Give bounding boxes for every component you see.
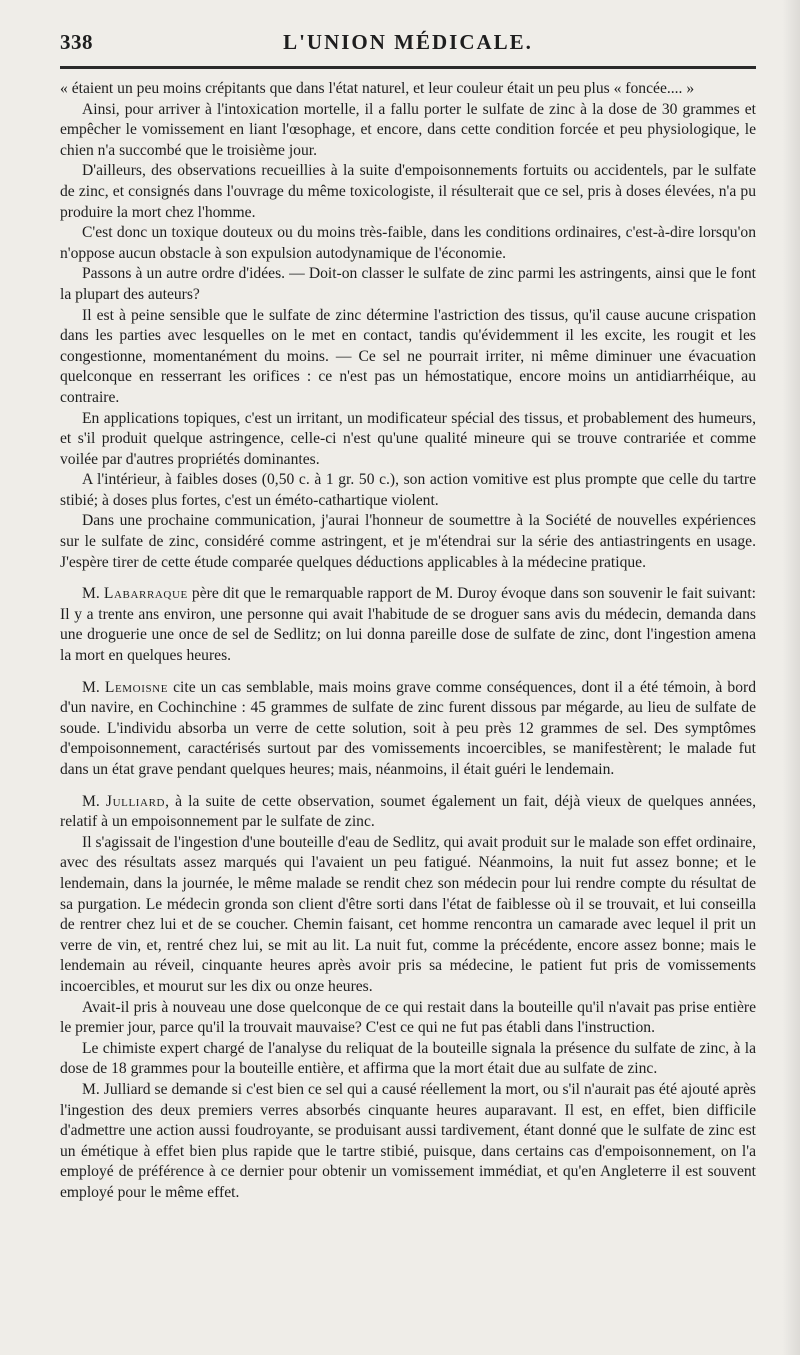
speaker-name: Labarraque [103,585,188,603]
paragraph: Il est à peine sensible que le sulfate de zinc détermine l'astriction des tissus, qu'il cause aucune crispation dans les parties avec lesquelles on le met en contact, tandis qu'évidemment il les excite, les rougit et les congestionne, momentanément du moins. — Ce sel ne pourrait irriter, ni même diminuer une évacuation quelconque en resserrant les orifices : ce n'est pas un hémostatique, encore moins un antidiarrhéique, au contraire. [60,306,756,406]
paragraph: D'ailleurs, des observations recueillies à la suite d'empoisonnements fortuits ou accidentels, par le sulfate de zinc, et consignés dans l'ouvrage du même toxicologiste, il résulterait que ce sel, pris à doses élevées, n'a pu produire la mort chez l'homme. [60,162,756,221]
paragraph: Dans une prochaine communication, j'aurai l'honneur de soumettre à la Société de nouvelles expériences sur le sulfate de zinc, considéré comme astringent, et je m'étendrai sur la série des antiastringents en usage. J'espère tirer de cette étude comparée quelques déductions applicables à la médecine pratique. [60,512,756,571]
paragraph-lemoisne: M. Lemoisne cite un cas semblable, mais moins grave comme conséquences, dont il a été témoin, à bord d'un navire, en Cochinchine : 45 grammes de sulfate de zinc furent dissous par mégarde, au lieu de sulfate de soude. L'individu absorba un verre de cette solution, soit à peu près 12 grammes de sel. Des symptômes d'empoisonnement, caractérisés surtout par des vomissements incoercibles, se manifestèrent; le malade fut dans un état grave pendant quelques heures; mais, néanmoins, il était guéri le lendemain. [60,678,756,778]
paragraph: Le chimiste expert chargé de l'analyse du reliquat de la bouteille signala la présence du sulfate de zinc, à la dose de 18 grammes pour la bouteille entière, et affirma que la mort était due au sulfate de zinc. [60,1039,756,1078]
speaker-name: Julliard [105,792,166,810]
paragraph: Avait-il pris à nouveau une dose quelconque de ce qui restait dans la bouteille qu'il n'avait pas prise entière le premier jour, parce qu'il la trouvait mauvaise? C'est ce qui ne fut pas établi dans l'instruction. [60,998,756,1037]
speaker-name: Lemoisne [104,678,169,696]
paragraph: Ainsi, pour arriver à l'intoxication mortelle, il a fallu porter le sulfate de zinc à la dose de 30 grammes et empêcher le vomissement en liant l'œsophage, et encore, dans cette condition forcée et peu physiologique, le chien n'a succombé que le troisième jour. [60,100,756,159]
paragraph: Il s'agissait de l'ingestion d'une bouteille d'eau de Sedlitz, qui avait produit sur le malade son effet ordinaire, avec des résultats assez marqués qui l'avaient un peu fatigué. Néanmoins, la nuit fut assez bonne; et le lendemain, dans la journée, le même malade se rendit chez son médecin pour lui rendre compte du résultat de sa purgation. Le médecin gronda son client d'être sorti dans l'état de faiblesse où il se trouvait, et lui conseilla de rentrer chez lui et de se coucher. Chemin faisant, cet homme rencontra un camarade avec lequel il prit un verre de vin, et, rentré chez lui, se mit au lit. La nuit fut, comme la précédente, encore assez bonne; mais le lendemain au réveil, cinquante heures après avoir pris sa médecine, le patient fut pris de vomissements incoercibles, et mourut sur les dix ou onze heures. [60,833,756,995]
binding-shadow [782,0,800,1355]
header-rule [60,66,756,69]
page-number: 338 [60,30,93,54]
paragraph: « étaient un peu moins crépitants que dans l'état naturel, et leur couleur était un peu plus « foncée.... » [60,80,695,97]
paragraph: A l'intérieur, à faibles doses (0,50 c. à 1 gr. 50 c.), son action vomitive est plus prompte que celle du tartre stibié; à doses plus fortes, c'est un éméto-cathartique violent. [60,471,756,509]
paragraph: Passons à un autre ordre d'idées. — Doit-on classer le sulfate de zinc parmi les astringents, ainsi que le font la plupart des auteurs? [60,265,756,303]
paragraph: C'est donc un toxique douteux ou du moins très-faible, dans les conditions ordinaires, c'est-à-dire lorsqu'on n'oppose aucun obstacle à son expulsion autodynamique de l'économie. [60,224,756,262]
page-header [60,30,756,64]
paragraph: M. Julliard se demande si c'est bien ce sel qui a causé réellement la mort, ou s'il n'aurait pas été ajouté après l'ingestion des deux premiers verres absorbés cinquante heures auparavant. Il est, en effet, bien difficile d'admettre une action aussi foudroyante, se produisant aussi tardivement, étant donné que le sulfate de zinc est un émétique à effet bien plus rapide que le tartre stibié, puisque, dans certains cas d'empoisonnement, on l'a employé de préférence à ce dernier pour obtenir un vomissement immédiat, et qu'en Angleterre il est souvent employé pour le même effet. [60,1080,756,1201]
paragraph-labarraque: M. Labarraque père dit que le remarquable rapport de M. Duroy évoque dans son souvenir le fait suivant: Il y a trente ans environ, une personne qui avait l'habitude de se droguer sans avis du médecin, demanda dans une droguerie une once de sel de Sedlitz; on lui donna pareille dose de sulfate de zinc, dont l'ingestion amena la mort en quelques heures. [60,585,756,665]
paragraph: En applications topiques, c'est un irritant, un modificateur spécial des tissus, et probablement des humeurs, et s'il produit quelque astringence, celle-ci n'est qu'une qualité mineure qui se trouve contrariée et comme voilée par d'autres propriétés dominantes. [60,409,756,468]
paragraph-julliard: M. Julliard, à la suite de cette observation, soumet également un fait, déjà vieux de quelques années, relatif à un empoisonnement par le sulfate de zinc. [60,792,757,831]
article-body [60,79,756,1203]
running-title: L'UNION MÉDICALE. [283,30,533,54]
